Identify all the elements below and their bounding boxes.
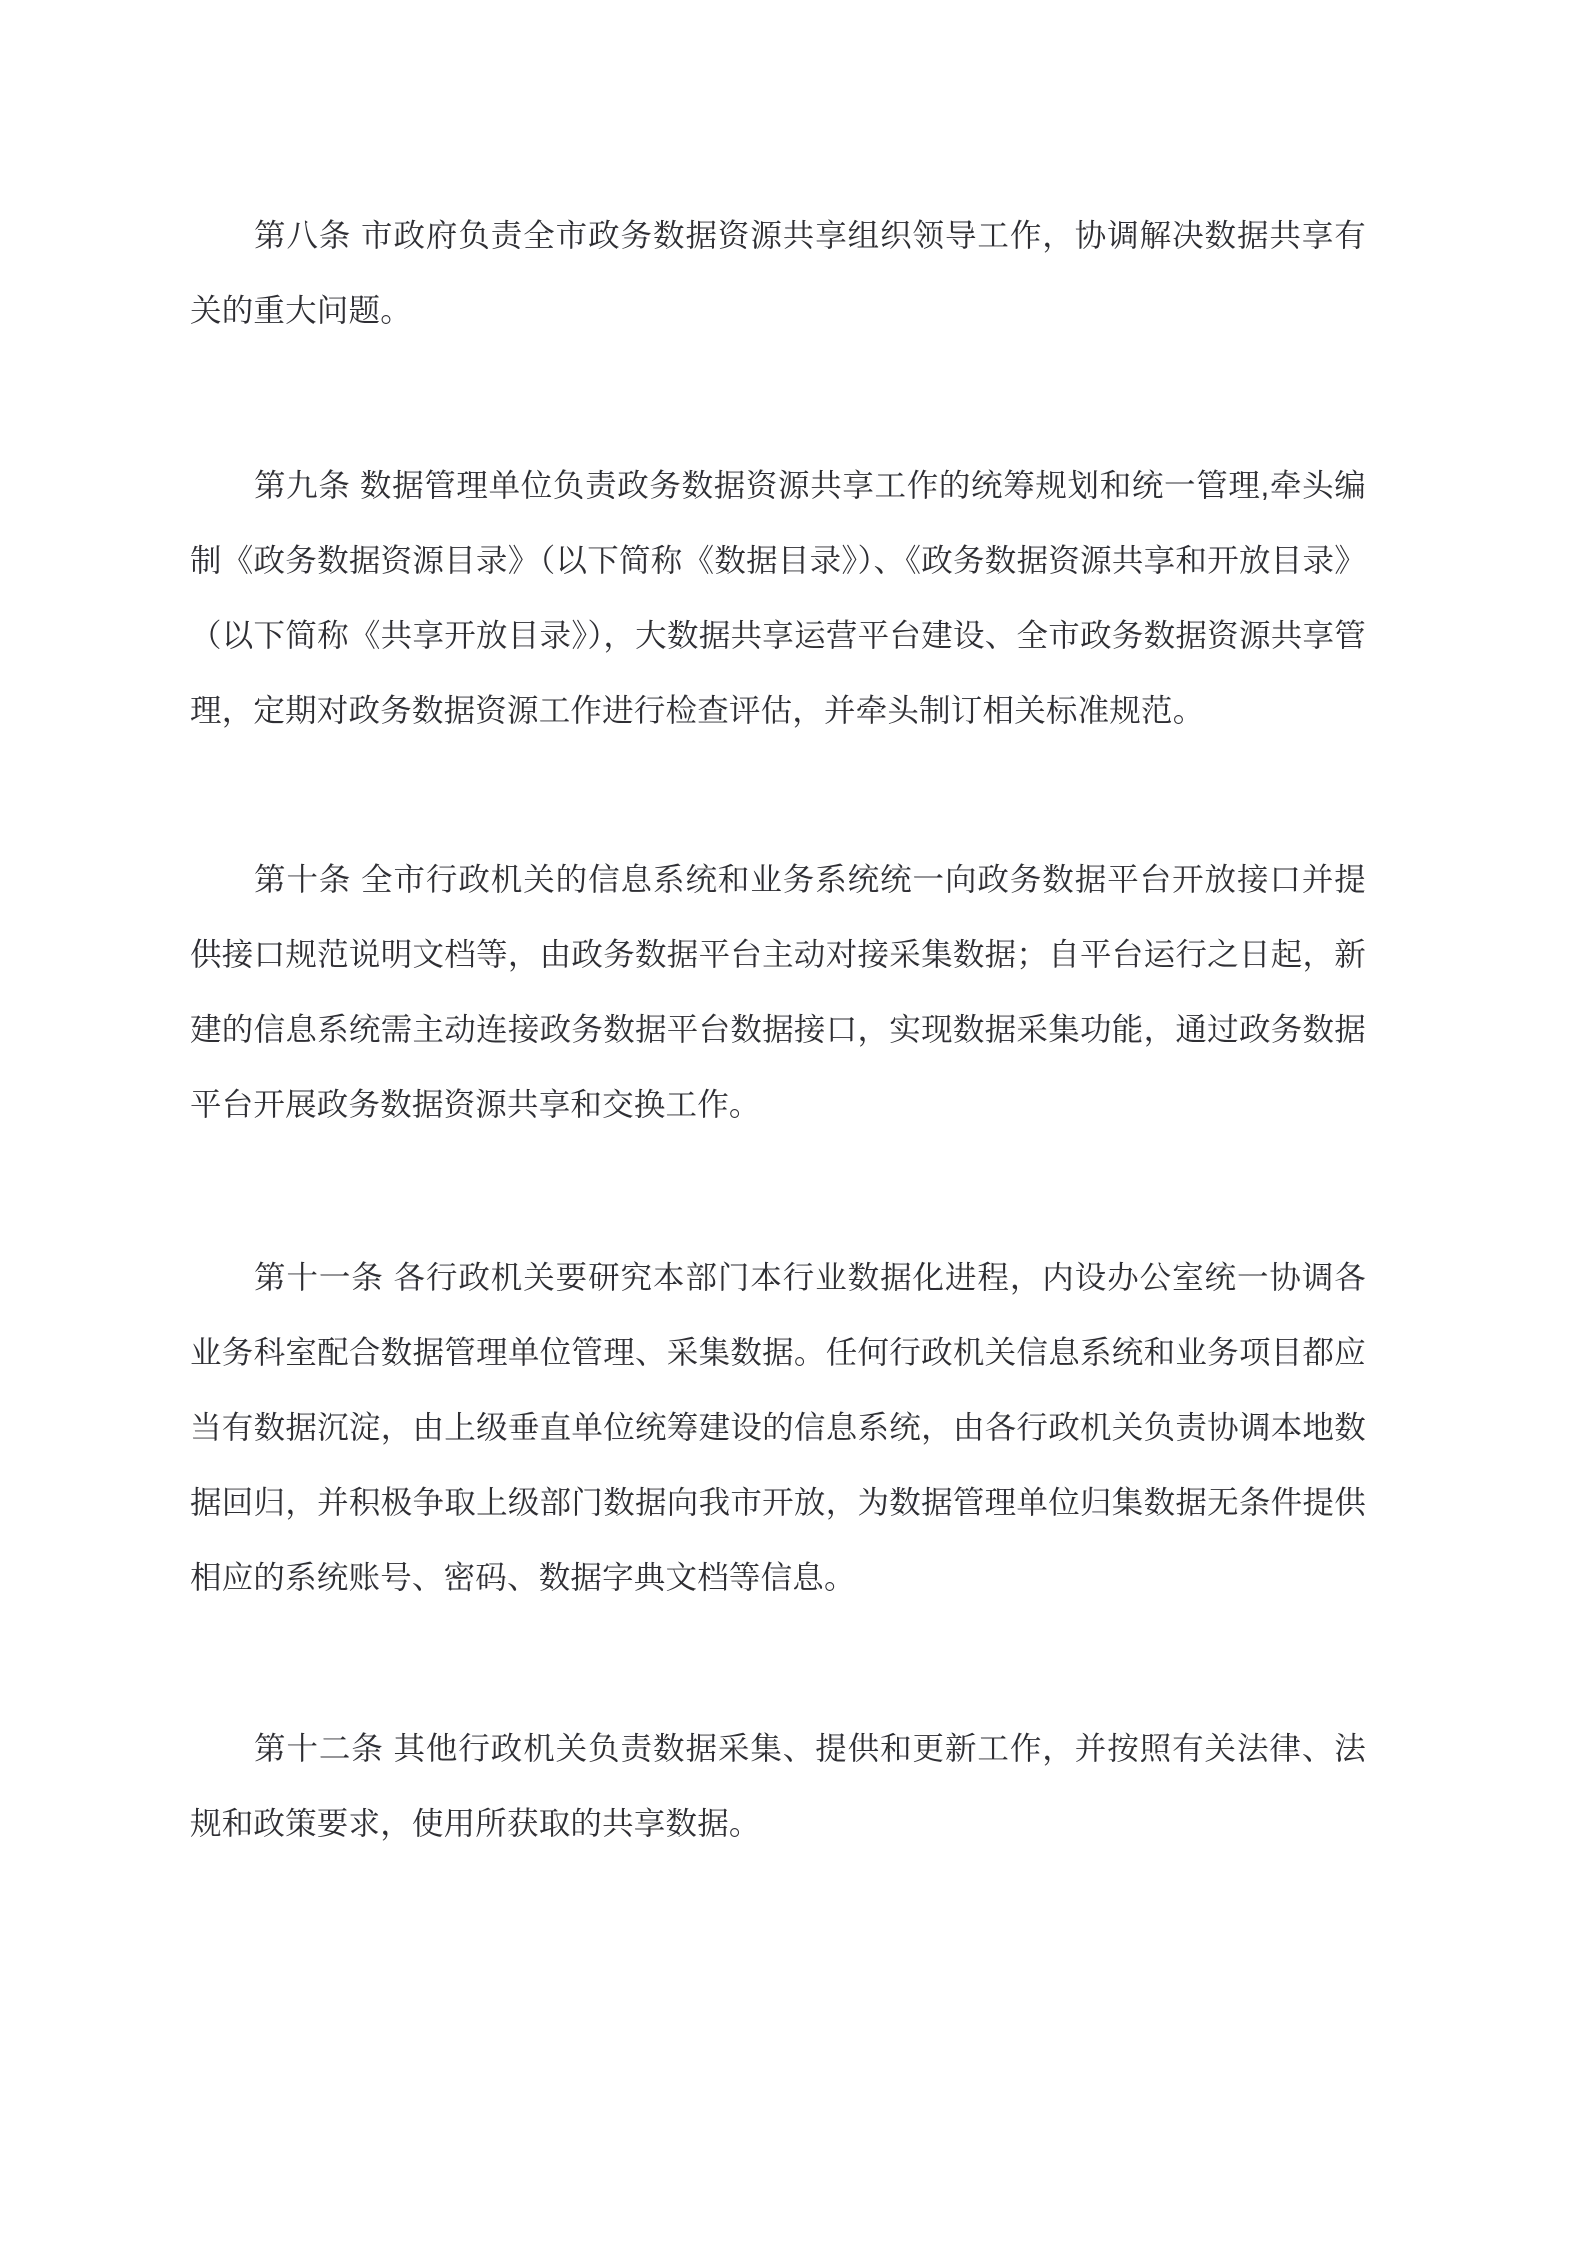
article-paragraph-10: 第十条 全市行政机关的信息系统和业务系统统一向政务数据平台开放接口并提供接口规范说明文档等，由政务数据平台主动对接采集数据；自平台运行之日起，新建的信息系统需主动连接政务数据平台数据接口，实现数据采集功能，通过政务数据平台开展政务数据资源共享和交换工作。	[190, 861, 1366, 1122]
article-paragraph-12: 第十二条 其他行政机关负责数据采集、提供和更新工作，并按照有关法律、法规和政策要求，使用所获取的共享数据。	[190, 1730, 1366, 1841]
document-body	[190, 198, 1366, 1861]
article-paragraph-9: 第九条 数据管理单位负责政务数据资源共享工作的统筹规划和统一管理,牵头编制《政务数据资源目录》（以下简称《数据目录》）、《政务数据资源共享和开放目录》（以下简称《共享开放目录》），大数据共享运营平台建设、全市政务数据资源共享管理，定期对政务数据资源工作进行检查评估，并牵头制订相关标准规范。	[190, 467, 1366, 728]
article-paragraph-8: 第八条 市政府负责全市政务数据资源共享组织领导工作，协调解决数据共享有关的重大问题。	[190, 217, 1366, 328]
article-paragraph-11: 第十一条 各行政机关要研究本部门本行业数据化进程，内设办公室统一协调各业务科室配合数据管理单位管理、采集数据。任何行政机关信息系统和业务项目都应当有数据沉淀，由上级垂直单位统筹建设的信息系统，由各行政机关负责协调本地数据回归，并积极争取上级部门数据向我市开放，为数据管理单位归集数据无条件提供相应的系统账号、密码、数据字典文档等信息。	[190, 1259, 1366, 1595]
